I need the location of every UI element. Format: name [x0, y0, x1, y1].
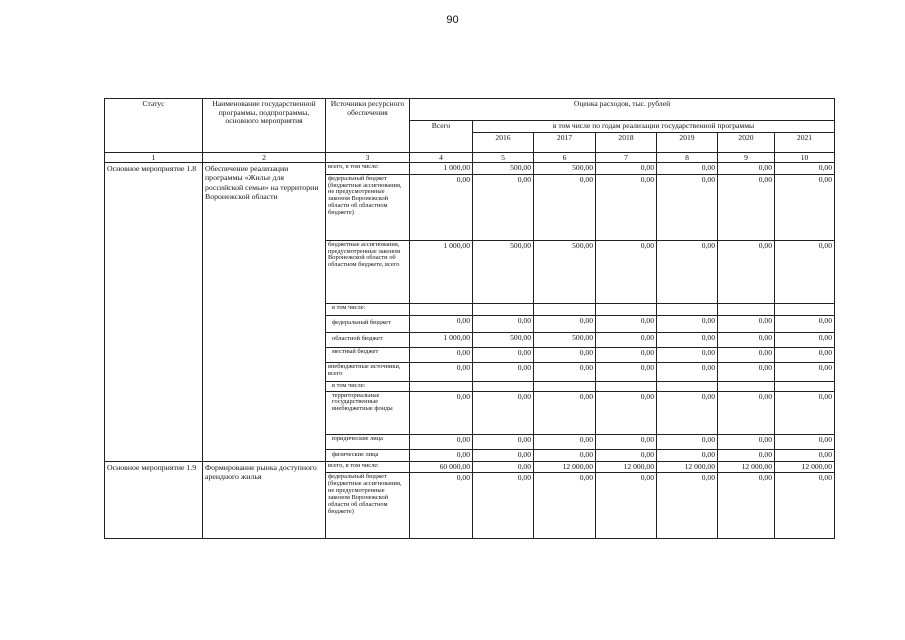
resource-table	[104, 98, 835, 539]
year-value: 0,00	[534, 315, 596, 332]
year-value: 12 000,00	[657, 461, 718, 473]
funding-source: всего, в том числе:	[326, 461, 410, 473]
header-year: 2016	[473, 132, 534, 152]
funding-source: федеральный бюджет (бюджетные ассигнования, не предусмотренные законом Воронежской области об областном бюджете)	[326, 473, 410, 539]
table-row	[105, 461, 835, 473]
year-value: 0,00	[534, 391, 596, 434]
total-value: 0,00	[410, 473, 473, 539]
year-value: 0,00	[596, 391, 657, 434]
year-value: 0,00	[473, 391, 534, 434]
year-value	[775, 303, 835, 315]
year-value: 0,00	[596, 163, 657, 175]
header-name: Наименование государственной программы, подпрограммы, основного мероприятия	[203, 99, 326, 153]
year-value	[534, 381, 596, 391]
measure-name: Обеспечение реализации программы «Жилье для российской семьи» на территории Воронежской области	[203, 163, 326, 461]
year-value: 0,00	[657, 473, 718, 539]
year-value: 0,00	[534, 473, 596, 539]
funding-source: федеральный бюджет (бюджетные ассигнования, не предусмотренные законом Воронежской области об областном бюджете)	[326, 174, 410, 240]
year-value: 0,00	[534, 347, 596, 362]
year-value: 0,00	[718, 163, 775, 175]
total-value: 0,00	[410, 347, 473, 362]
table-row	[105, 163, 835, 175]
year-value	[596, 381, 657, 391]
year-value: 0,00	[718, 362, 775, 381]
year-value: 12 000,00	[596, 461, 657, 473]
column-number: 8	[657, 152, 718, 163]
header-year: 2020	[718, 132, 775, 152]
year-value: 0,00	[657, 362, 718, 381]
total-value: 0,00	[410, 449, 473, 461]
year-value: 0,00	[473, 174, 534, 240]
year-value: 0,00	[775, 347, 835, 362]
year-value: 500,00	[534, 332, 596, 347]
year-value	[596, 303, 657, 315]
column-number: 3	[326, 152, 410, 163]
year-value: 0,00	[718, 332, 775, 347]
year-value: 0,00	[718, 174, 775, 240]
year-value: 0,00	[473, 473, 534, 539]
year-value: 0,00	[718, 449, 775, 461]
funding-source: в том числе:	[326, 303, 410, 315]
column-number: 9	[718, 152, 775, 163]
total-value: 60 000,00	[410, 461, 473, 473]
year-value: 0,00	[775, 449, 835, 461]
year-value: 0,00	[657, 434, 718, 449]
year-value	[473, 303, 534, 315]
year-value: 0,00	[534, 434, 596, 449]
header-estimate: Оценка расходов, тыс. рублей	[410, 99, 835, 121]
year-value: 12 000,00	[718, 461, 775, 473]
year-value: 0,00	[657, 240, 718, 303]
year-value: 0,00	[596, 449, 657, 461]
total-value: 0,00	[410, 315, 473, 332]
year-value: 0,00	[596, 240, 657, 303]
column-number: 7	[596, 152, 657, 163]
year-value: 0,00	[775, 174, 835, 240]
header-year: 2017	[534, 132, 596, 152]
year-value: 500,00	[534, 240, 596, 303]
year-value: 0,00	[534, 174, 596, 240]
year-value: 0,00	[657, 347, 718, 362]
measure-status: Основное мероприятие 1.9	[105, 461, 203, 539]
year-value: 500,00	[473, 240, 534, 303]
year-value: 0,00	[657, 449, 718, 461]
year-value: 0,00	[718, 473, 775, 539]
year-value: 0,00	[596, 434, 657, 449]
year-value: 0,00	[596, 362, 657, 381]
header-total: Всего	[410, 121, 473, 153]
year-value: 0,00	[775, 163, 835, 175]
funding-source: бюджетные ассигнования, предусмотренные законом Воронежской области об областном бюджете, всего	[326, 240, 410, 303]
year-value: 0,00	[718, 315, 775, 332]
header-year: 2021	[775, 132, 835, 152]
total-value: 1 000,00	[410, 332, 473, 347]
year-value: 0,00	[775, 362, 835, 381]
year-value: 0,00	[473, 362, 534, 381]
year-value: 0,00	[596, 347, 657, 362]
measure-status: Основное мероприятие 1.8	[105, 163, 203, 461]
funding-source: физические лица	[326, 449, 410, 461]
year-value: 12 000,00	[775, 461, 835, 473]
funding-source: территориальные государственные внебюджетные фонды	[326, 391, 410, 434]
year-value: 0,00	[657, 174, 718, 240]
header-status: Статус	[105, 99, 203, 153]
funding-source: в том числе:	[326, 381, 410, 391]
year-value	[657, 381, 718, 391]
year-value: 0,00	[657, 315, 718, 332]
funding-source: областной бюджет	[326, 332, 410, 347]
year-value: 500,00	[534, 163, 596, 175]
year-value: 0,00	[596, 473, 657, 539]
year-value: 0,00	[473, 315, 534, 332]
year-value: 0,00	[775, 332, 835, 347]
year-value	[657, 303, 718, 315]
column-number-row	[105, 152, 835, 163]
year-value	[718, 381, 775, 391]
total-value	[410, 381, 473, 391]
header-year: 2018	[596, 132, 657, 152]
year-value: 500,00	[473, 163, 534, 175]
year-value: 0,00	[534, 362, 596, 381]
column-number: 1	[105, 152, 203, 163]
total-value: 1 000,00	[410, 240, 473, 303]
header-year: 2019	[657, 132, 718, 152]
year-value: 0,00	[596, 332, 657, 347]
year-value: 0,00	[775, 315, 835, 332]
total-value: 0,00	[410, 174, 473, 240]
column-number: 6	[534, 152, 596, 163]
year-value: 0,00	[657, 332, 718, 347]
header-by-years: в том числе по годам реализации государственной программы	[473, 121, 835, 133]
year-value: 0,00	[596, 315, 657, 332]
year-value: 0,00	[596, 174, 657, 240]
total-value: 1 000,00	[410, 163, 473, 175]
funding-source: местный бюджет	[326, 347, 410, 362]
year-value: 0,00	[534, 449, 596, 461]
year-value: 500,00	[473, 332, 534, 347]
year-value: 0,00	[473, 461, 534, 473]
funding-source: всего, в том числе:	[326, 163, 410, 175]
year-value: 0,00	[775, 473, 835, 539]
header-sources: Источники ресурсного обеспечения	[326, 99, 410, 153]
year-value	[534, 303, 596, 315]
year-value	[718, 303, 775, 315]
year-value: 0,00	[775, 434, 835, 449]
year-value: 0,00	[775, 240, 835, 303]
year-value: 0,00	[718, 240, 775, 303]
total-value	[410, 303, 473, 315]
year-value: 0,00	[775, 391, 835, 434]
year-value: 12 000,00	[534, 461, 596, 473]
measure-name: Формирование рынка доступного арендного жилья	[203, 461, 326, 539]
column-number: 10	[775, 152, 835, 163]
year-value: 0,00	[657, 163, 718, 175]
year-value: 0,00	[718, 391, 775, 434]
year-value: 0,00	[657, 391, 718, 434]
total-value: 0,00	[410, 434, 473, 449]
year-value	[775, 381, 835, 391]
year-value: 0,00	[718, 434, 775, 449]
column-number: 4	[410, 152, 473, 163]
year-value: 0,00	[718, 347, 775, 362]
year-value	[473, 381, 534, 391]
funding-source: федеральный бюджет	[326, 315, 410, 332]
funding-source: юридические лица	[326, 434, 410, 449]
total-value: 0,00	[410, 391, 473, 434]
year-value: 0,00	[473, 347, 534, 362]
year-value: 0,00	[473, 434, 534, 449]
total-value: 0,00	[410, 362, 473, 381]
column-number: 5	[473, 152, 534, 163]
year-value: 0,00	[473, 449, 534, 461]
column-number: 2	[203, 152, 326, 163]
page-number: 90	[446, 14, 459, 26]
funding-source: внебюджетные источники, всего	[326, 362, 410, 381]
